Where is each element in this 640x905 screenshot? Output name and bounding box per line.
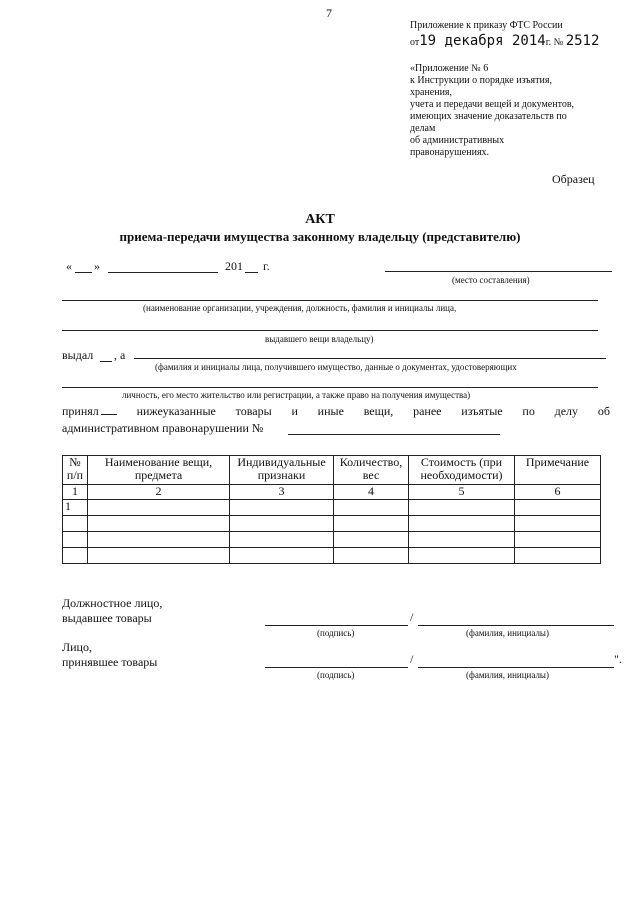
document-subtitle: приема-передачи имущества законному владельцу (представителю) <box>119 229 521 244</box>
appendix-line: об административных <box>410 135 505 146</box>
appendix-line: делам <box>410 123 436 134</box>
recipient-signature-caption: (подпись) <box>317 670 355 680</box>
official-signature-line[interactable] <box>265 625 408 626</box>
table-header-cell: Стоимость (при необходимости) <box>409 456 515 485</box>
table-cell[interactable] <box>63 516 88 532</box>
official-signature-caption: (подпись) <box>317 628 355 638</box>
table-header-row <box>63 456 601 485</box>
org-line-2[interactable] <box>62 330 598 331</box>
official-label-1: Должностное лицо, <box>62 596 163 610</box>
table-cell[interactable] <box>63 548 88 564</box>
appendix-line: правонарушениях. <box>410 147 490 158</box>
table-numbering-row <box>63 485 601 500</box>
appendix-line: учета и передачи вещей и документов, <box>410 99 575 110</box>
date-year-suffix: г. <box>263 259 270 273</box>
accepted-word: товары <box>235 404 272 418</box>
order-date-handwritten: 19 декабря 2014 <box>419 33 546 49</box>
accepted-word: делу <box>554 404 579 418</box>
page-number: 7 <box>326 6 332 20</box>
table-cell[interactable]: 1 <box>63 500 88 516</box>
official-name-caption: (фамилия, инициалы) <box>466 628 549 638</box>
table-header-cell: Наименование вещи, предмета <box>88 456 230 485</box>
table-cell[interactable] <box>334 548 409 564</box>
table-row <box>63 500 601 516</box>
table-cell[interactable] <box>334 516 409 532</box>
accepted-word: вещи, <box>363 404 394 418</box>
table-cell[interactable] <box>230 516 334 532</box>
recipient-line-2[interactable] <box>62 387 598 388</box>
date-close-quote: » <box>94 259 100 273</box>
issued-separator: , а <box>114 348 126 362</box>
issued-label: выдал <box>62 348 94 362</box>
org-line-1[interactable] <box>62 300 598 301</box>
official-slash: / <box>410 610 414 624</box>
table-cell[interactable] <box>334 500 409 516</box>
table-cell[interactable] <box>515 516 601 532</box>
order-number-handwritten: 2512 <box>565 33 600 49</box>
table-cell[interactable] <box>88 516 230 532</box>
date-year: 201 <box>225 259 243 273</box>
table-row <box>63 532 601 548</box>
table-cell[interactable] <box>409 548 515 564</box>
table-cell[interactable] <box>230 548 334 564</box>
accepted-word: изъятые <box>461 404 503 418</box>
table-number-cell: 1 <box>63 485 88 500</box>
appendix-line: имеющих значение доказательств по <box>410 111 567 122</box>
order-number-label: г. № <box>545 37 564 48</box>
table-number-cell: 5 <box>409 485 515 500</box>
sample-label: Образец <box>552 172 595 186</box>
recipient-person-label-2: принявшее товары <box>62 655 158 669</box>
order-header-line2 <box>410 33 599 49</box>
place-line[interactable] <box>385 271 612 272</box>
official-label-2: выдавшее товары <box>62 611 152 625</box>
accepted-word: об <box>597 404 610 418</box>
table-cell[interactable] <box>515 500 601 516</box>
accepted-word: иные <box>317 404 344 418</box>
accepted-line <box>62 404 610 419</box>
document-title: АКТ <box>305 212 335 227</box>
date-year-line[interactable] <box>245 272 258 273</box>
date-month-line[interactable] <box>108 272 218 273</box>
accepted-word: принял <box>62 404 117 419</box>
case-number-line[interactable] <box>288 434 500 435</box>
table-header-cell: Примечание <box>515 456 601 485</box>
items-table <box>62 455 601 564</box>
table-number-cell: 3 <box>230 485 334 500</box>
closing-quote: ". <box>614 652 622 666</box>
table-header-cell: № п/п <box>63 456 88 485</box>
appendix-line: к Инструкции о порядке изъятия, <box>410 75 552 86</box>
date-day-line[interactable] <box>75 272 92 273</box>
appendix-block <box>410 63 574 159</box>
appendix-line: «Приложение № 6 <box>410 63 489 74</box>
recipient-name-line[interactable] <box>418 667 614 668</box>
issued-short-line[interactable] <box>100 361 112 362</box>
table-row <box>63 548 601 564</box>
official-name-line[interactable] <box>418 625 614 626</box>
accepted-word: по <box>522 404 535 418</box>
table-cell[interactable] <box>230 532 334 548</box>
table-number-cell: 2 <box>88 485 230 500</box>
date-open-quote: « <box>66 259 72 273</box>
table-cell[interactable] <box>409 500 515 516</box>
order-header-line1: Приложение к приказу ФТС России <box>410 20 563 31</box>
recipient-signature-line[interactable] <box>265 667 408 668</box>
accepted-word: ранее <box>413 404 442 418</box>
table-number-cell: 4 <box>334 485 409 500</box>
table-header-cell: Индивидуальные признаки <box>230 456 334 485</box>
table-cell[interactable] <box>409 532 515 548</box>
table-cell[interactable] <box>230 500 334 516</box>
recipient-person-label-1: Лицо, <box>62 640 92 654</box>
table-cell[interactable] <box>88 548 230 564</box>
table-cell[interactable] <box>63 532 88 548</box>
table-cell[interactable] <box>515 532 601 548</box>
table-cell[interactable] <box>88 500 230 516</box>
recipient-slash: / <box>410 652 414 666</box>
recipient-line[interactable] <box>134 358 606 359</box>
order-date-prefix: от <box>410 37 420 48</box>
table-cell[interactable] <box>88 532 230 548</box>
appendix-line: хранения, <box>410 87 453 98</box>
recipient-caption-1: (фамилия и инициалы лица, получившего имущество, данные о документах, удостоверяющих <box>155 362 517 372</box>
table-row <box>63 516 601 532</box>
recipient-name-caption: (фамилия, инициалы) <box>466 670 549 680</box>
org-caption-2: выдавшего вещи владельцу) <box>265 334 374 344</box>
org-caption-1: (наименование организации, учреждения, должность, фамилия и инициалы лица, <box>143 303 457 313</box>
table-cell[interactable] <box>409 516 515 532</box>
place-caption: (место составления) <box>452 275 530 285</box>
case-number-label: административном правонарушении № <box>62 421 264 435</box>
recipient-caption-2: личность, его место жительство или регистрации, а также право на получения имущества) <box>122 390 471 400</box>
table-number-cell: 6 <box>515 485 601 500</box>
accepted-word: и <box>291 404 298 418</box>
table-cell[interactable] <box>334 532 409 548</box>
table-header-cell: Количество, вес <box>334 456 409 485</box>
accepted-word: нижеуказанные <box>136 404 216 418</box>
table-cell[interactable] <box>515 548 601 564</box>
